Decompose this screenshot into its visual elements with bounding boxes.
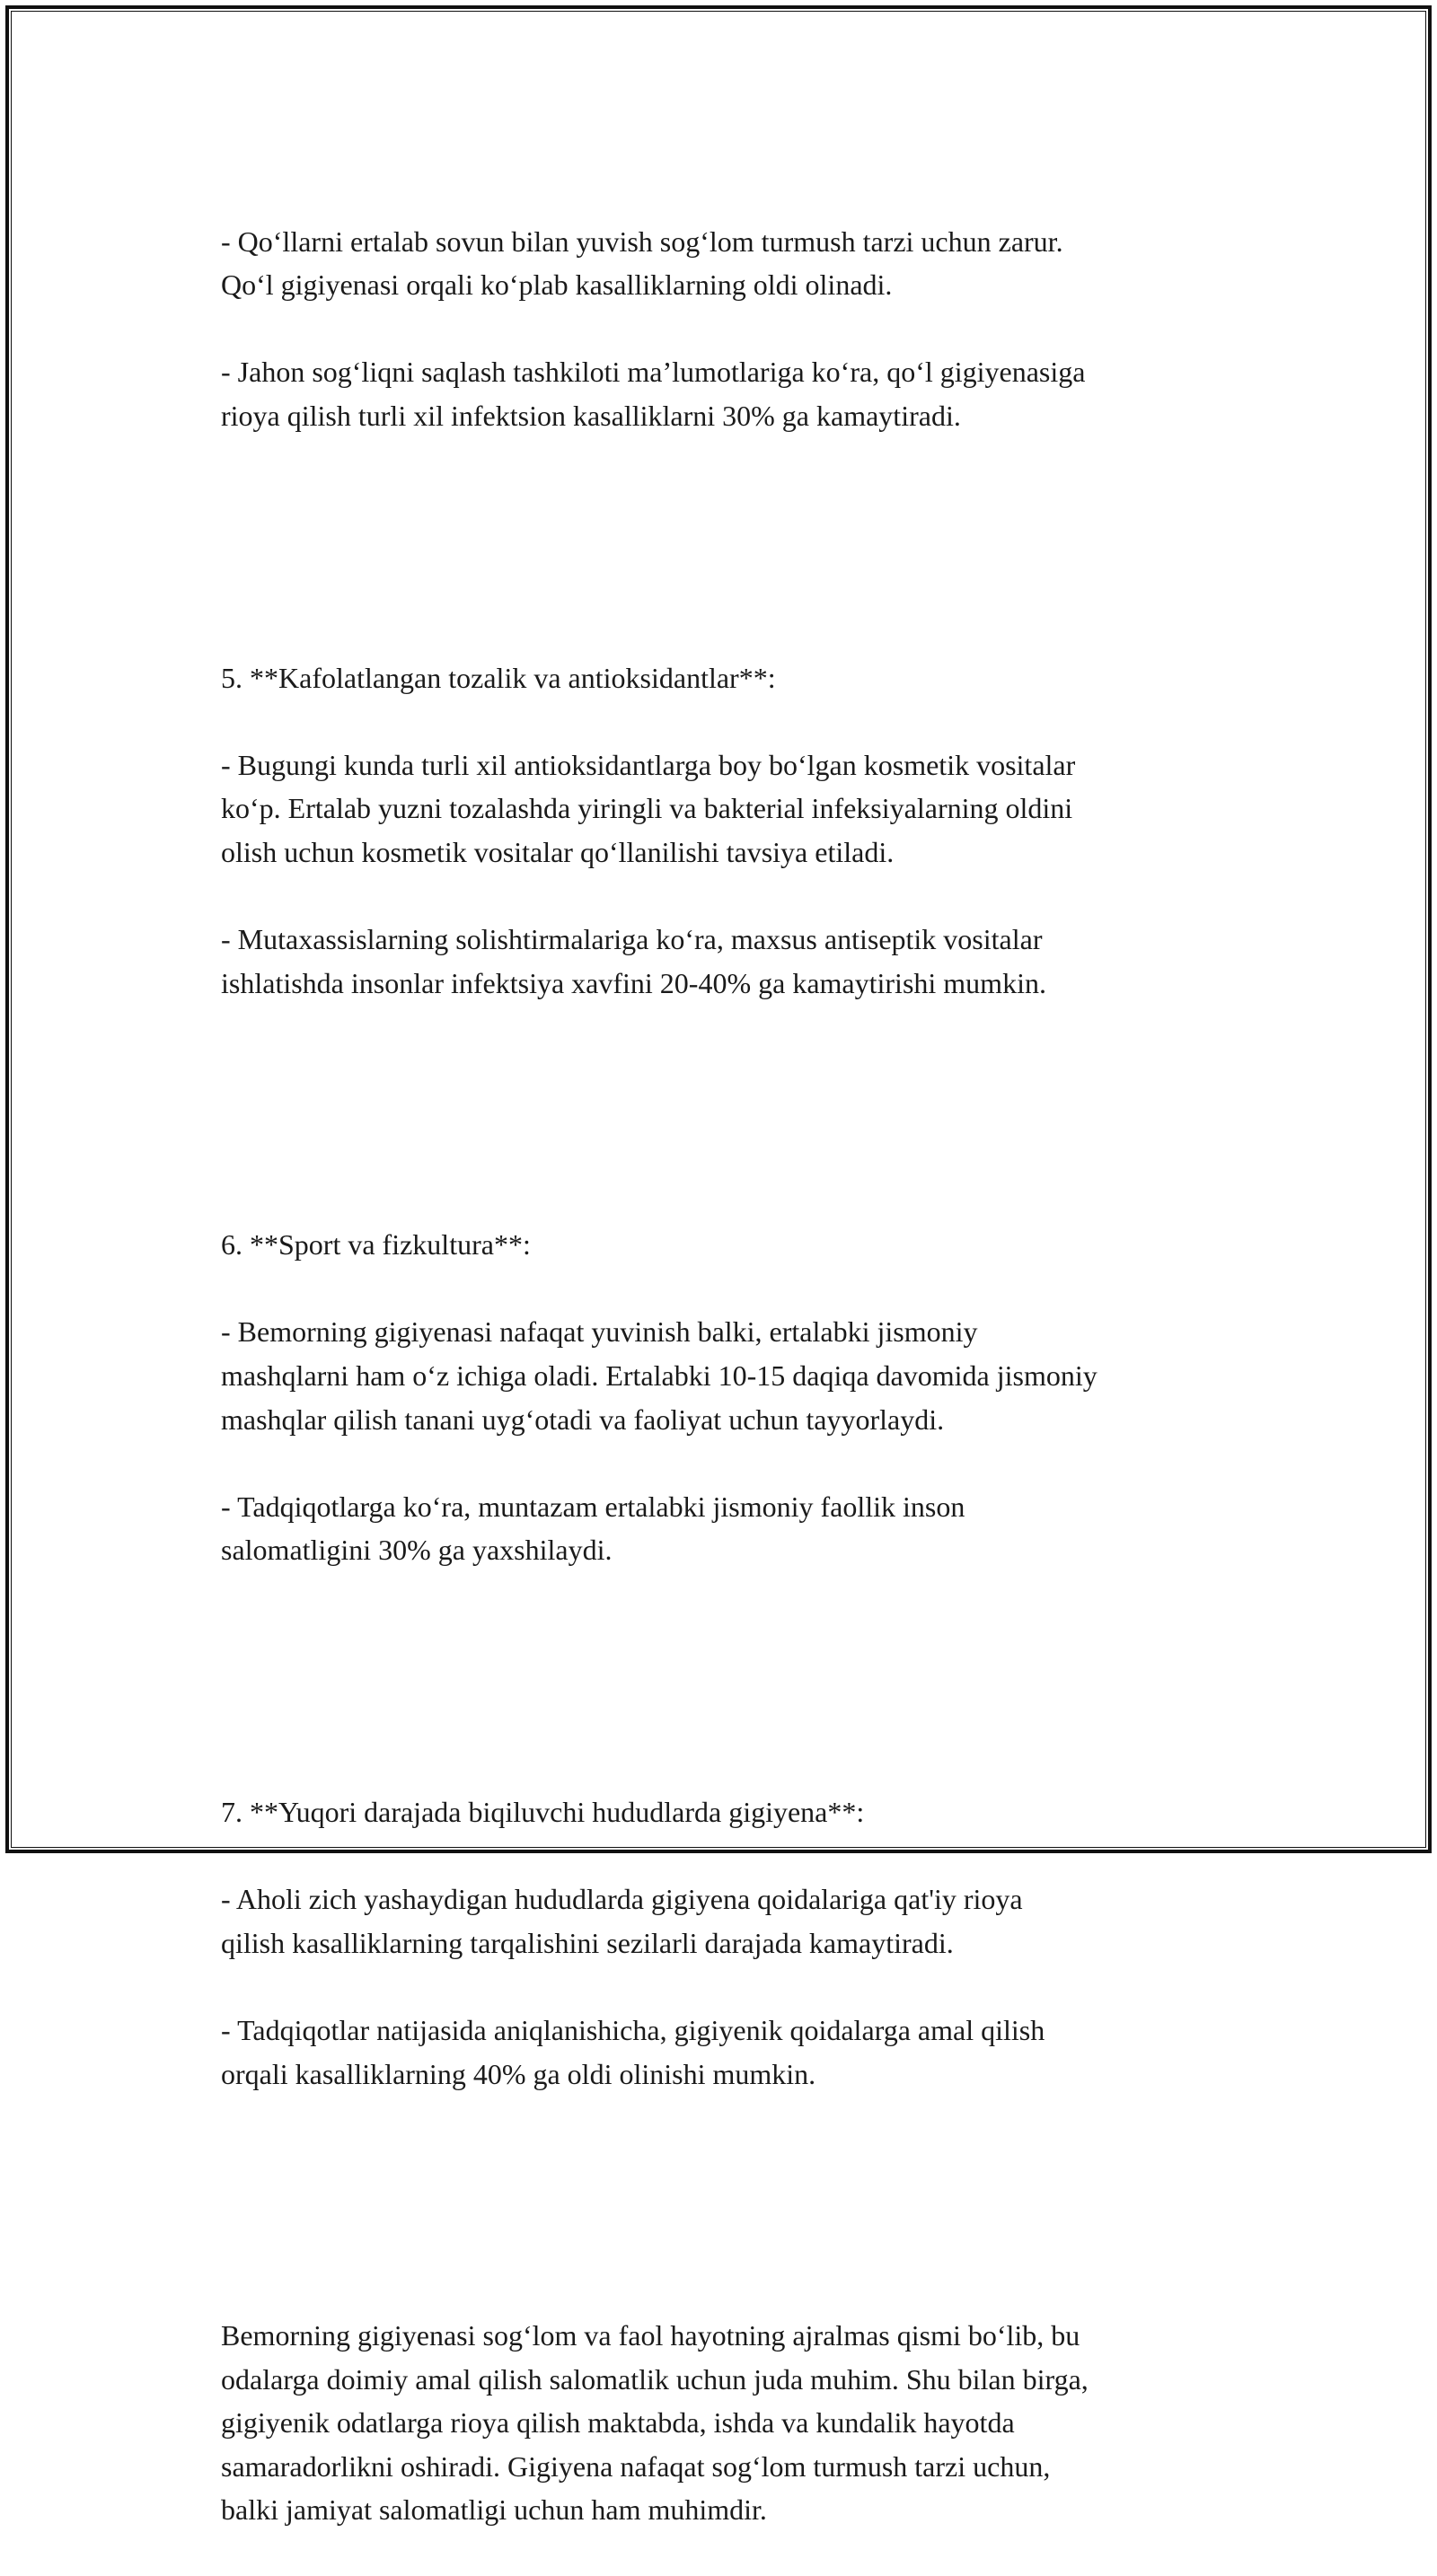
section-6-heading: 6. **Sport va fizkultura**:: [221, 1228, 531, 1262]
section-5-heading: 5. **Kafolatlangan tozalik va antioksidantlar**:: [221, 661, 776, 694]
intro-paragraph-2: - Jahon sog‘liqni saqlash tashkiloti ma’lumotlariga ko‘ra, qo‘l gigiyenasiga rioya qilish turli xil infektsion kasalliklarni 30% ga kamaytiradi.: [221, 356, 1086, 432]
paragraph-spacer: [221, 1092, 1263, 1136]
section-7-heading: 7. **Yuqori darajada biqiluvchi hududlarda gigiyena**:: [221, 1795, 865, 1828]
paragraph-spacer: [221, 2183, 1263, 2227]
page-border: [5, 5, 1432, 2527]
section-6-item-2: - Tadqiqotlarga ko‘ra, muntazam ertalabki jismoniy faollik inson salomatligini 30% ga yaxshilaydi.: [221, 1490, 965, 1567]
paragraph-spacer: [221, 525, 1263, 569]
paragraph-spacer: [221, 1659, 1263, 1703]
section-7-item-1: - Aholi zich yashaydigan hududlarda gigiyena qoidalariga qat'iy rioya qilish kasalliklarning tarqalishini sezilarli darajada kamaytiradi.: [221, 1883, 1023, 1959]
intro-paragraph-1: - Qo‘llarni ertalab sovun bilan yuvish sog‘lom turmush tarzi uchun zarur. Qo‘l gigiyenasi orqali ko‘plab kasalliklarning oldi olinadi.: [221, 224, 1063, 302]
section-6-item-1: - Bemorning gigiyenasi nafaqat yuvinish balki, ertalabki jismoniy mashqlarni ham o‘z ichiga oladi. Ertalabki 10-15 daqiqa davomida jismoniy mashqlar qilish tanani uyg‘otadi va faoliyat uchun tayyorlaydi.: [221, 1315, 1098, 1436]
document-body: [221, 176, 1263, 2576]
section-7-item-2: - Tadqiqotlar natijasida aniqlanishicha, gigiyenik qoidalarga amal qilish orqali kasalliklarning 40% ga oldi olinishi mumkin.: [221, 2013, 1045, 2090]
section-5-item-1: - Bugungi kunda turli xil antioksidantlarga boy bo‘lgan kosmetik vositalar ko‘p. Ertalab yuzni tozalashda yiringli va bakterial infeksiyalarning oldini olish uchun kosmetik vositalar qo‘llanilishi tavsiya etiladi.: [221, 748, 1076, 868]
conclusion-paragraph: Bemorning gigiyenasi sog‘lom va faol hayotning ajralmas qismi bo‘lib, bu odalarga doimiy amal qilish salomatlik uchun juda muhim. Shu bilan birga, gigiyenik odatlarga rioya qilish maktabda, ishda va kundalik hayotda samaradorlikni oshiradi. Gigiyena nafaqat sog‘lom turmush tarzi uchun, balki jamiyat salomatligi uchun ham muhimdir.: [221, 2319, 1089, 2527]
section-5-item-2: - Mutaxassislarning solishtirmalariga ko‘ra, maxsus antiseptik vositalar ishlatishda insonlar infektsiya xavfini 20-40% ga kamaytirishi mumkin.: [221, 923, 1046, 999]
